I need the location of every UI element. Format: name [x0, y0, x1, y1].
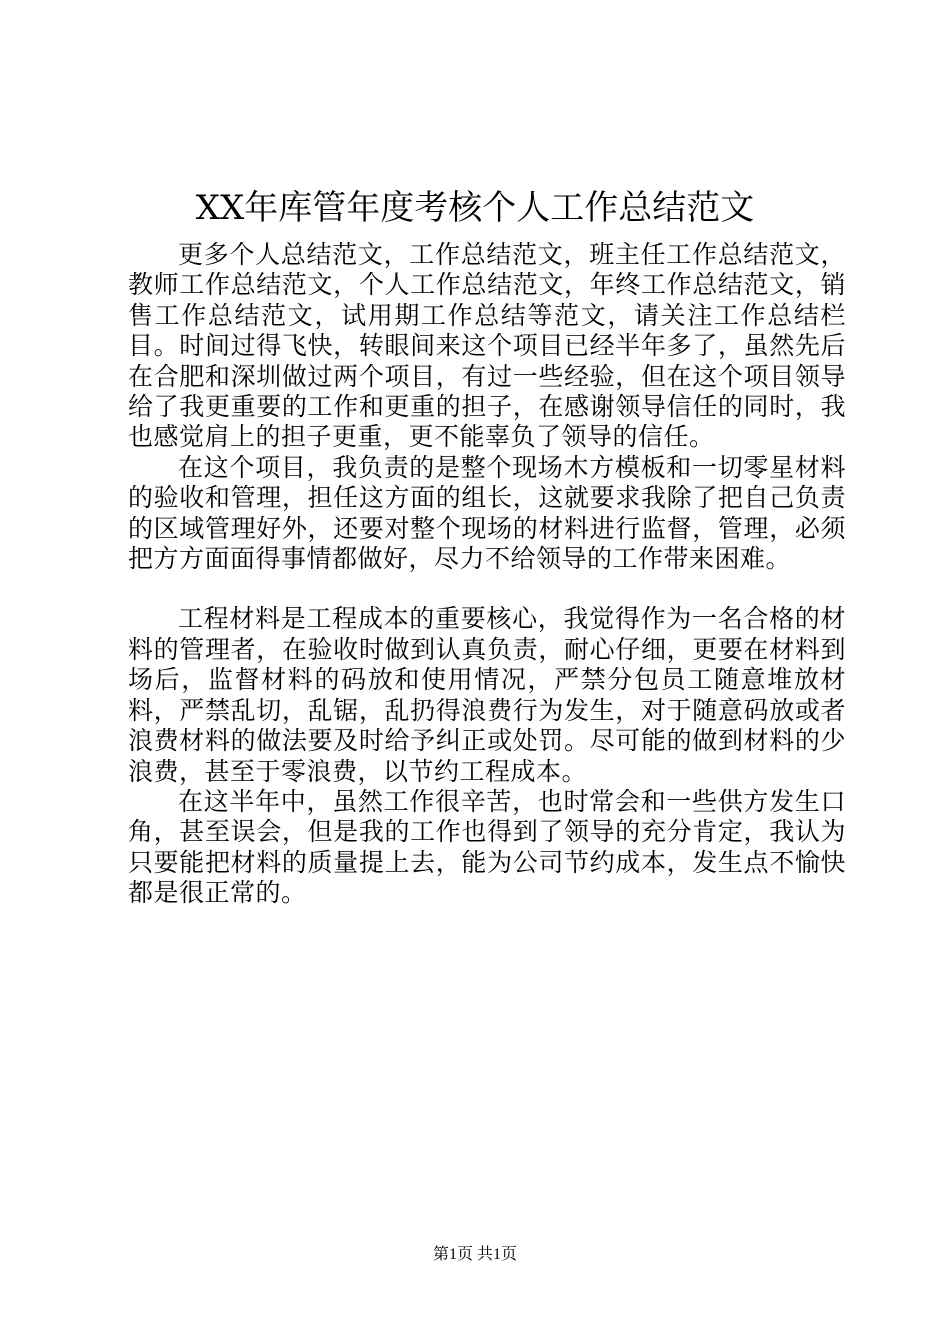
paragraph-2: 在这个项目，我负责的是整个现场木方模板和一切零星材料的验收和管理，担任这方面的组长，这就要求我除了把自己负责的区域管理好外，还要对整个现场的材料进行监督，管理，必须把方方面面得事情都做好，尽力不给领导的工作带来困难。: [128, 452, 846, 574]
document-body: [128, 240, 846, 909]
paragraph-3: 工程材料是工程成本的重要核心，我觉得作为一名合格的材料的管理者，在验收时做到认真负责，耐心仔细，更要在材料到场后，监督材料的码放和使用情况，严禁分包员工随意堆放材料，严禁乱切，乱锯，乱扔得浪费行为发生，对于随意码放或者浪费材料的做法要及时给予纠正或处罚。尽可能的做到材料的少浪费，甚至于零浪费，以节约工程成本。: [128, 604, 846, 786]
page-total: 共1页: [477, 1246, 518, 1263]
paragraph-4: 在这半年中，虽然工作很辛苦，也时常会和一些供方发生口角，甚至误会，但是我的工作也得到了领导的充分肯定，我认为只要能把材料的质量提上去，能为公司节约成本，发生点不愉快都是很正常的。: [128, 786, 846, 908]
page-number: 第1页: [432, 1246, 473, 1263]
page-footer: [0, 1244, 950, 1266]
document-title: XX年库管年度考核个人工作总结范文: [195, 188, 755, 228]
paragraph-1: 更多个人总结范文，工作总结范文，班主任工作总结范文，教师工作总结范文，个人工作总结范文，年终工作总结范文，销售工作总结范文，试用期工作总结等范文，请关注工作总结栏目。时间过得飞快，转眼间来这个项目已经半年多了，虽然先后在合肥和深圳做过两个项目，有过一些经验，但在这个项目领导给了我更重要的工作和更重的担子，在感谢领导信任的同时，我也感觉肩上的担子更重，更不能辜负了领导的信任。: [128, 240, 846, 452]
